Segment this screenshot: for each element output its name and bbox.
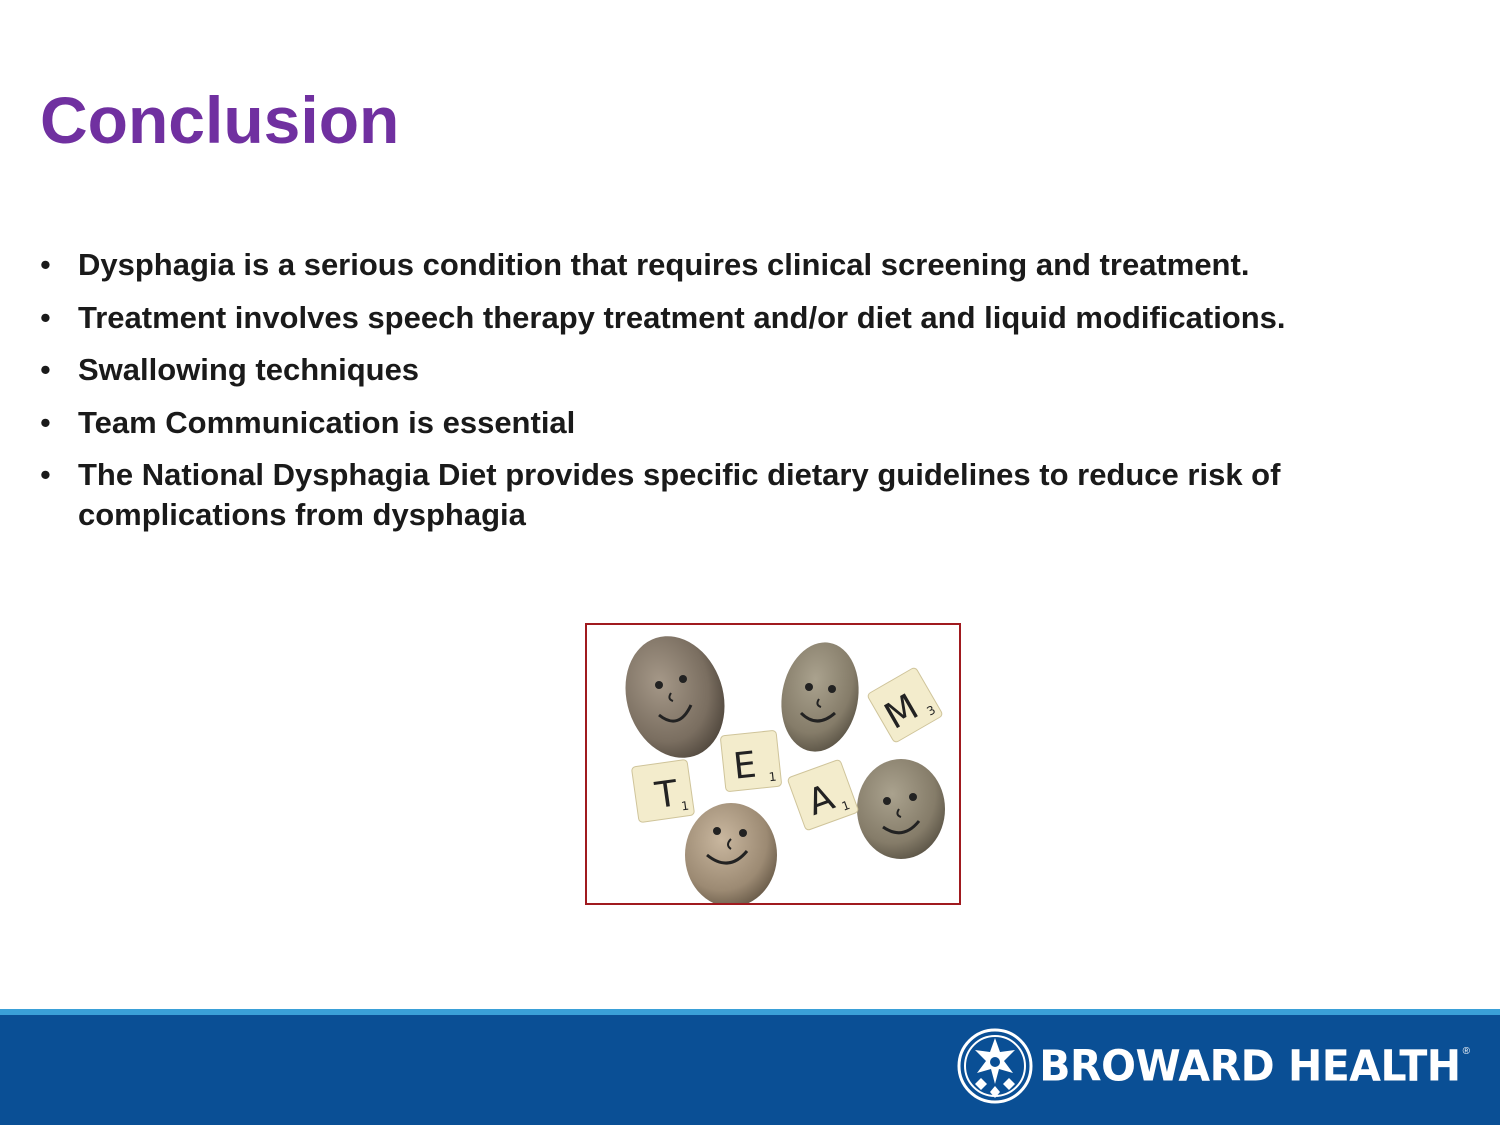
bullet-text: The National Dysphagia Diet provides specific dietary guidelines to reduce risk of complications from dysphagia bbox=[78, 457, 1281, 532]
bullet-item bbox=[40, 403, 1440, 443]
bullet-item bbox=[40, 455, 1440, 535]
letter-tile bbox=[720, 730, 782, 792]
svg-text:M: M bbox=[877, 686, 926, 738]
bullet-text: Dysphagia is a serious condition that requires clinical screening and treatment. bbox=[78, 247, 1250, 282]
svg-text:1: 1 bbox=[839, 797, 852, 814]
bullet-list bbox=[40, 245, 1440, 548]
bullet-text: Treatment involves speech therapy treatment and/or diet and liquid modifications. bbox=[78, 299, 1286, 335]
bullet-text: Team Communication is essential bbox=[78, 404, 576, 440]
smiling-stone bbox=[773, 636, 867, 758]
registered-mark: ® bbox=[1462, 1046, 1470, 1057]
slide-title: Conclusion bbox=[40, 83, 400, 157]
letter-tile bbox=[867, 667, 943, 743]
smiling-stone bbox=[857, 759, 945, 859]
letter-tile bbox=[787, 759, 859, 831]
bullet-marker: • bbox=[40, 404, 51, 440]
broward-health-logo bbox=[957, 1026, 1470, 1106]
team-stones-illustration bbox=[587, 625, 959, 903]
logo-text: BROWARD HEALTH bbox=[1039, 1040, 1461, 1092]
bullet-marker: • bbox=[40, 299, 51, 335]
bullet-item bbox=[40, 298, 1440, 338]
smiling-stone bbox=[610, 625, 740, 771]
team-stones-image bbox=[585, 623, 961, 905]
bullet-marker: • bbox=[40, 247, 51, 282]
smiling-stone bbox=[685, 803, 777, 903]
bullet-item bbox=[40, 245, 1440, 285]
bullet-text: Swallowing techniques bbox=[78, 352, 420, 387]
star-emblem-icon bbox=[957, 1028, 1033, 1104]
svg-text:3: 3 bbox=[924, 702, 938, 719]
svg-text:T: T bbox=[652, 773, 681, 817]
letter-tile bbox=[631, 759, 694, 822]
bullet-marker: • bbox=[40, 352, 51, 387]
svg-text:A: A bbox=[802, 777, 840, 824]
bullet-item bbox=[40, 350, 1440, 390]
svg-text:1: 1 bbox=[768, 769, 778, 785]
svg-text:1: 1 bbox=[680, 798, 690, 814]
bullet-marker: • bbox=[40, 457, 51, 492]
svg-text:E: E bbox=[731, 744, 759, 788]
